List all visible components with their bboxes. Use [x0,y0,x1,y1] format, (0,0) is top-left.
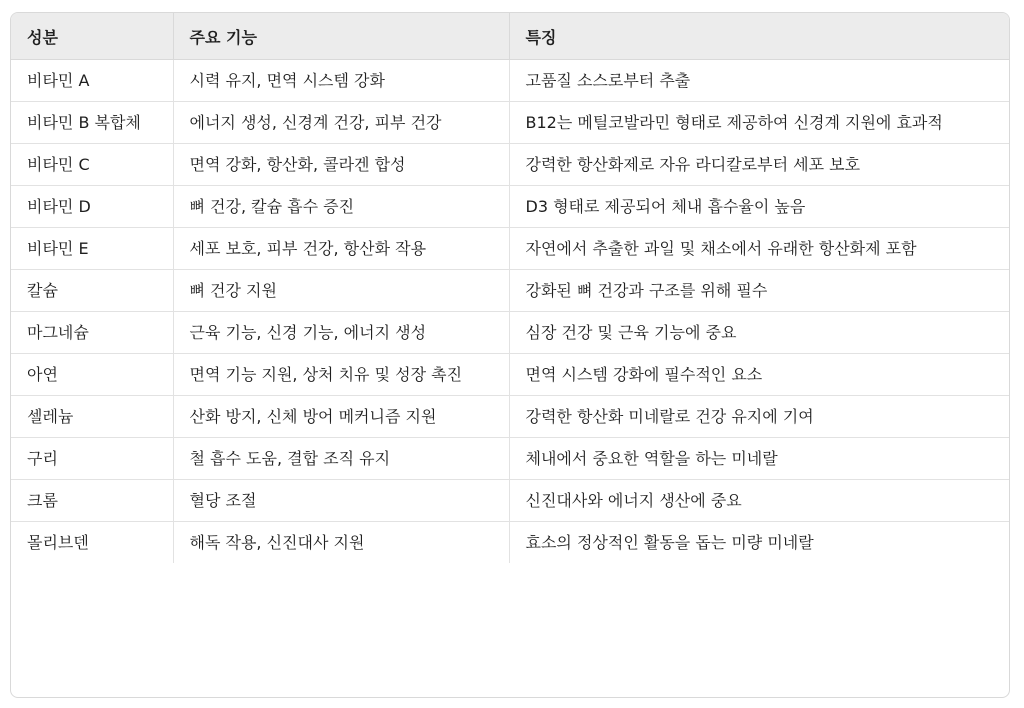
table-row [11,312,1010,354]
cell-ingredient: 칼슘 [11,270,173,312]
cell-ingredient: 몰리브덴 [11,522,173,564]
cell-ingredient: 비타민 A [11,60,173,102]
ingredient-table-container [10,12,1010,698]
header-function: 주요 기능 [173,13,509,60]
table-row [11,480,1010,522]
table-row [11,396,1010,438]
cell-function: 세포 보호, 피부 건강, 항산화 작용 [173,228,509,270]
cell-function: 산화 방지, 신체 방어 메커니즘 지원 [173,396,509,438]
table-row [11,102,1010,144]
cell-ingredient: 구리 [11,438,173,480]
cell-feature: D3 형태로 제공되어 체내 흡수율이 높음 [509,186,1010,228]
cell-ingredient: 비타민 E [11,228,173,270]
cell-ingredient: 마그네슘 [11,312,173,354]
cell-function: 면역 기능 지원, 상처 치유 및 성장 촉진 [173,354,509,396]
header-feature: 특징 [509,13,1010,60]
cell-function: 면역 강화, 항산화, 콜라겐 합성 [173,144,509,186]
table-row [11,144,1010,186]
cell-function: 뼈 건강, 칼슘 흡수 증진 [173,186,509,228]
cell-function: 해독 작용, 신진대사 지원 [173,522,509,564]
table-row [11,186,1010,228]
table-row [11,60,1010,102]
ingredient-table [11,13,1010,563]
cell-ingredient: 셀레늄 [11,396,173,438]
table-row [11,228,1010,270]
cell-ingredient: 비타민 B 복합체 [11,102,173,144]
cell-feature: 강력한 항산화제로 자유 라디칼로부터 세포 보호 [509,144,1010,186]
cell-ingredient: 비타민 D [11,186,173,228]
cell-feature: 심장 건강 및 근육 기능에 중요 [509,312,1010,354]
table-row [11,522,1010,564]
cell-feature: 자연에서 추출한 과일 및 채소에서 유래한 항산화제 포함 [509,228,1010,270]
cell-function: 근육 기능, 신경 기능, 에너지 생성 [173,312,509,354]
cell-function: 에너지 생성, 신경계 건강, 피부 건강 [173,102,509,144]
cell-feature: 신진대사와 에너지 생산에 중요 [509,480,1010,522]
cell-function: 시력 유지, 면역 시스템 강화 [173,60,509,102]
table-row [11,438,1010,480]
cell-ingredient: 비타민 C [11,144,173,186]
table-row [11,354,1010,396]
table-header [11,13,1010,60]
cell-feature: 고품질 소스로부터 추출 [509,60,1010,102]
cell-feature: 체내에서 중요한 역할을 하는 미네랄 [509,438,1010,480]
cell-function: 뼈 건강 지원 [173,270,509,312]
cell-ingredient: 아연 [11,354,173,396]
cell-feature: 강화된 뼈 건강과 구조를 위해 필수 [509,270,1010,312]
cell-feature: B12는 메틸코발라민 형태로 제공하여 신경계 지원에 효과적 [509,102,1010,144]
cell-feature: 강력한 항산화 미네랄로 건강 유지에 기여 [509,396,1010,438]
cell-function: 혈당 조절 [173,480,509,522]
header-ingredient: 성분 [11,13,173,60]
cell-function: 철 흡수 도움, 결합 조직 유지 [173,438,509,480]
header-row [11,13,1010,60]
table-row [11,270,1010,312]
table-body [11,60,1010,564]
cell-feature: 효소의 정상적인 활동을 돕는 미량 미네랄 [525,533,814,552]
cell-ingredient: 크롬 [11,480,173,522]
cell-feature: 면역 시스템 강화에 필수적인 요소 [509,354,1010,396]
